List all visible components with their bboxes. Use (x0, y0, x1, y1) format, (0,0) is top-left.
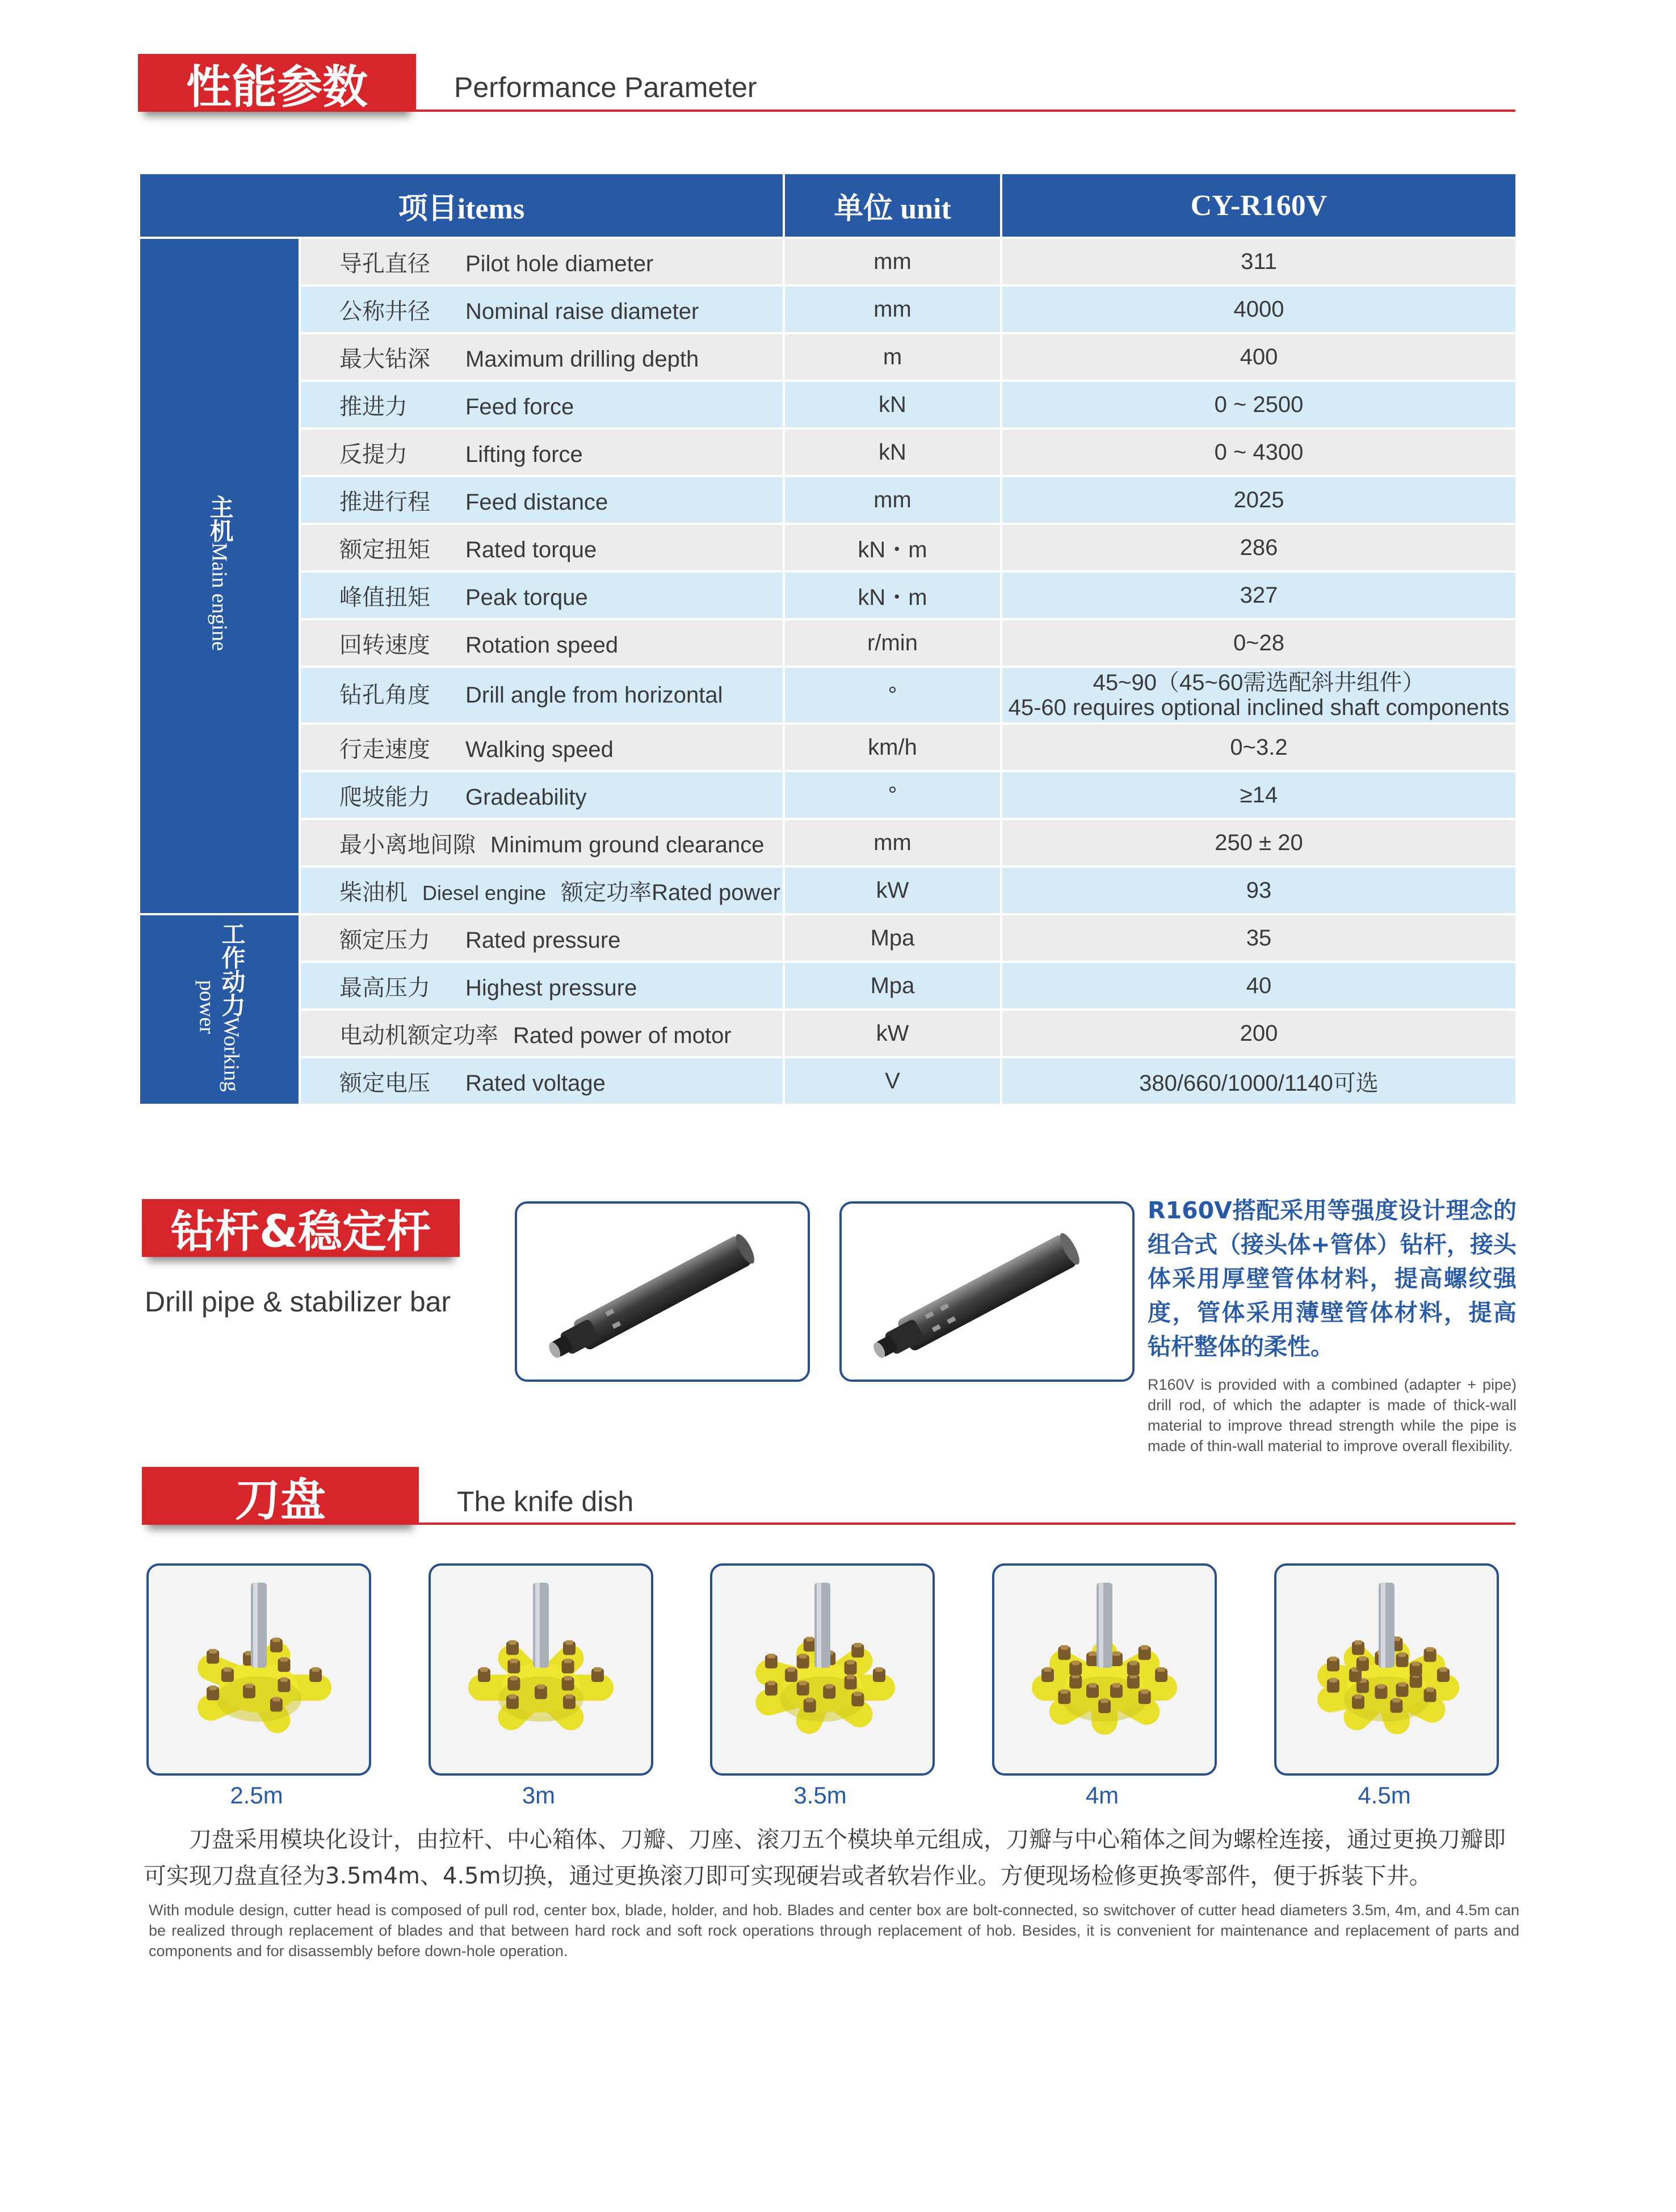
item-name-en: Feed distance (465, 489, 608, 515)
value-cell: ≥14 (1001, 771, 1517, 819)
item-cell (300, 914, 784, 962)
item-name-en: Rated power of motor (513, 1023, 732, 1048)
cutter-head-illustration (149, 1566, 369, 1773)
value-cell: 400 (1001, 333, 1517, 381)
item-name-en: Walking speed (465, 737, 614, 762)
header-model: CY-R160V (1001, 173, 1517, 238)
section-title-drill-pipe: 钻杆&稳定杆 (142, 1199, 460, 1257)
item-name-zh: 反提力 (339, 441, 408, 467)
table-row (139, 1057, 1517, 1105)
cutter-head-illustration (994, 1566, 1215, 1773)
value-cell: 311 (1001, 238, 1517, 285)
item-cell (300, 381, 784, 428)
value-cell: 2025 (1001, 476, 1517, 524)
section-subtitle-cutter-head: The knife dish (457, 1486, 634, 1517)
item-name-en: Rated torque (465, 537, 597, 562)
item-name-en: Maximum drilling depth (465, 346, 699, 372)
item-cell (300, 285, 784, 333)
unit-cell: kN (784, 381, 1001, 428)
section-subtitle-performance: Performance Parameter (454, 72, 757, 103)
unit-cell: m (784, 333, 1001, 381)
table-row (139, 571, 1517, 619)
value-cell (1001, 667, 1517, 724)
item-cell (300, 619, 784, 667)
value-cell: 4000 (1001, 285, 1517, 333)
value-cell: 93 (1001, 867, 1517, 914)
value-cell: 35 (1001, 914, 1517, 962)
section-divider (419, 1523, 1515, 1525)
table-row (139, 724, 1517, 771)
item-name-en: Peak torque (465, 584, 588, 610)
item-name-en: Rotation speed (465, 632, 619, 658)
unit-cell: kN・m (784, 524, 1001, 571)
group-label-working-power (139, 914, 300, 1105)
section-subtitle-drill-pipe: Drill pipe & stabilizer bar (145, 1286, 451, 1318)
cutter-head-illustration (431, 1566, 651, 1773)
item-cell (300, 724, 784, 771)
item-name-en: Rated voltage (465, 1070, 606, 1096)
cutter-head-image (710, 1563, 935, 1776)
group-label-main-engine (139, 238, 300, 914)
unit-cell: mm (784, 238, 1001, 285)
group-label-en: Main engine (207, 543, 232, 651)
item-cell (300, 238, 784, 285)
stabilizer-bar-illustration (842, 1204, 1132, 1380)
table-row (139, 619, 1517, 667)
cutter-head-description-zh-text: 刀盘采用模块化设计，由拉杆、中心箱体、刀瓣、刀座、滚刀五个模块单元组成，刀瓣与中心箱体之间为螺栓连接，通过更换刀瓣即可实现刀盘直径为3.5m4m、4.5m切换，通过更换滚刀即可实现硬岩或者软岩作业。方便现场检修更换零部件，便于拆装下井。 (144, 1827, 1506, 1889)
table-body (139, 238, 1517, 1105)
table-header-row (139, 173, 1517, 238)
item-name-en: Drill angle from horizontal (465, 683, 723, 708)
unit-cell: Mpa (784, 914, 1001, 962)
item-cell (300, 428, 784, 476)
item-name-zh: 推进力 (339, 394, 408, 419)
cutter-head-size-label: 3.5m (793, 1782, 847, 1809)
item-cell (300, 771, 784, 819)
drill-pipe-description-zh: R160V搭配采用等强度设计理念的组合式（接头体+管体）钻杆，接头体采用厚壁管体材料，提高螺纹强度，管体采用薄壁管体材料，提高钻杆整体的柔性。 (1148, 1197, 1517, 1360)
item-cell (300, 667, 784, 724)
table-row (139, 333, 1517, 381)
item-name-zh: 峰值扭矩 (339, 584, 430, 610)
item-name-en: Rated pressure (465, 927, 621, 953)
drill-pipe-illustration (517, 1204, 808, 1380)
value-cell: 0~28 (1001, 619, 1517, 667)
value-cell: 250 ± 20 (1001, 819, 1517, 867)
group-label-text (195, 912, 245, 1101)
cutter-head-image (1274, 1563, 1499, 1776)
unit-cell: ° (784, 667, 1001, 724)
header-unit: 单位 unit (784, 173, 1001, 238)
item-name-zh: 爬坡能力 (339, 784, 430, 810)
item-name-zh: 推进行程 (339, 489, 430, 515)
item-name-zh: 柴油机 (339, 880, 408, 905)
item-name-zh: 最高压力 (339, 975, 430, 1000)
item-name-en: Highest pressure (465, 975, 637, 1000)
item-cell (300, 1010, 784, 1057)
section-divider (416, 110, 1515, 112)
unit-cell: V (784, 1057, 1001, 1105)
unit-cell: kW (784, 867, 1001, 914)
unit-cell: mm (784, 476, 1001, 524)
table-row (139, 524, 1517, 571)
table-row (139, 381, 1517, 428)
value-cell: 286 (1001, 524, 1517, 571)
item-name-zh: 钻孔角度 (339, 683, 430, 708)
item-name-zh: 最小离地间隙 (339, 832, 476, 857)
group-label-zh: 主机 (206, 495, 233, 543)
cutter-head-size-label: 4m (1085, 1782, 1119, 1809)
value-cell: 40 (1001, 962, 1517, 1010)
unit-cell: r/min (784, 619, 1001, 667)
table-row (139, 819, 1517, 867)
item-name-zh: 额定压力 (339, 927, 430, 953)
item-name-en: Gradeability (465, 784, 587, 810)
group-label-zh: 工作动力 (218, 921, 245, 1017)
group-label-text (206, 495, 232, 651)
unit-cell: kN・m (784, 571, 1001, 619)
table-row (139, 476, 1517, 524)
item-name-zh: 最大钻深 (339, 346, 430, 372)
value-line-1: 45~90（45~60需选配斜井组件） (1093, 670, 1425, 695)
performance-table (138, 172, 1518, 1106)
item-name-zh: 回转速度 (339, 632, 430, 658)
item-name-en: Feed force (465, 394, 574, 419)
table-row (139, 285, 1517, 333)
item-name-en: Nominal raise diameter (465, 298, 699, 324)
section-title-cutter-head: 刀盘 (142, 1467, 419, 1525)
table-row (139, 771, 1517, 819)
cutter-head-illustration (1276, 1566, 1497, 1773)
unit-cell: kW (784, 1010, 1001, 1057)
section-title-performance: 性能参数 (138, 54, 416, 112)
value-line-2: 45-60 requires optional inclined shaft components (1008, 695, 1510, 720)
unit-cell: mm (784, 819, 1001, 867)
cutter-head-image (992, 1563, 1217, 1776)
item-name-en: Lifting force (465, 441, 583, 467)
drill-pipe-image-2 (839, 1201, 1135, 1382)
item-name-zh: 导孔直径 (339, 251, 430, 276)
item-name-zh: 公称井径 (339, 298, 430, 324)
item-name-zh: 额定电压 (339, 1070, 430, 1096)
value-cell: 327 (1001, 571, 1517, 619)
table-row (139, 667, 1517, 724)
table-row (139, 914, 1517, 962)
item-name-en-sub: Diesel engine (422, 881, 547, 905)
table-row (139, 962, 1517, 1010)
unit-cell: kN (784, 428, 1001, 476)
drill-pipe-description-en: R160V is provided with a combined (adapter + pipe) drill rod, of which the adapter is made of thick-wall material to improve thread strength while the pipe is made of thin-wall material to improve overall flexibility. (1148, 1376, 1517, 1454)
header-items: 项目items (139, 173, 784, 238)
item-cell (300, 819, 784, 867)
item-name-zh: 行走速度 (339, 737, 430, 762)
unit-cell: mm (784, 285, 1001, 333)
item-cell (300, 333, 784, 381)
item-cell (300, 476, 784, 524)
cutter-head-size-label: 3m (522, 1782, 556, 1809)
value-cell: 380/660/1000/1140可选 (1001, 1057, 1517, 1105)
cutter-head-description-en: With module design, cutter head is composed of pull rod, center box, blade, holder, and hob. Blades and center box are bolt-connected, so switchover of cutter head diameters 3.5m, 4m, and 4.5m can be realized through replacement of blades and that between hard rock and soft rock operations through replacement of hob. Besides, it is convenient for maintenance and replacement of parts and components and for disassembly before down-hole operation. (149, 1902, 1519, 1959)
value-cell: 0~3.2 (1001, 724, 1517, 771)
item-cell (300, 962, 784, 1010)
item-name-zh: 额定扭矩 (339, 537, 430, 562)
unit-cell: ° (784, 771, 1001, 819)
value-cell: 200 (1001, 1010, 1517, 1057)
item-cell (300, 867, 784, 914)
unit-cell: km/h (784, 724, 1001, 771)
cutter-head-description-zh (144, 1822, 1520, 1894)
item-name-zh-sub: 额定功率 (561, 880, 652, 905)
group-label-en: Working power (195, 979, 243, 1092)
cutter-head-size-label: 4.5m (1358, 1782, 1411, 1809)
item-cell (300, 1057, 784, 1105)
item-name-en: Minimum ground clearance (490, 832, 765, 857)
drill-pipe-image-1 (515, 1201, 810, 1382)
cutter-head-illustration (712, 1566, 932, 1773)
item-cell (300, 524, 784, 571)
item-name-zh: 电动机额定功率 (339, 1023, 498, 1048)
table-row (139, 1010, 1517, 1057)
item-cell (300, 571, 784, 619)
item-name-en: Rated power (652, 880, 780, 905)
cutter-head-image (146, 1563, 371, 1776)
cutter-head-image (429, 1563, 653, 1776)
value-cell: 0 ~ 2500 (1001, 381, 1517, 428)
value-cell: 0 ~ 4300 (1001, 428, 1517, 476)
item-name-en: Pilot hole diameter (465, 251, 654, 276)
unit-cell: Mpa (784, 962, 1001, 1010)
table-row (139, 428, 1517, 476)
table-row (139, 238, 1517, 285)
cutter-head-size-label: 2.5m (230, 1782, 283, 1809)
table-row (139, 867, 1517, 914)
